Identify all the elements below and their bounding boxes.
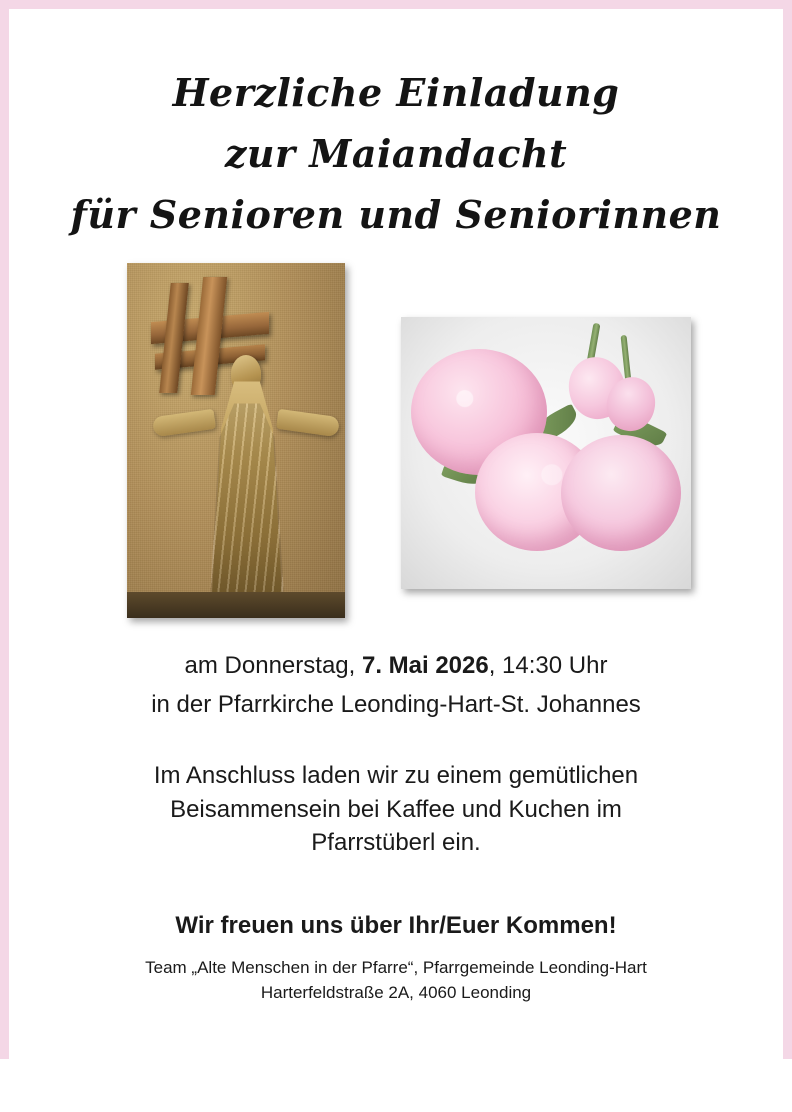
headline-line-2: zur Maiandacht: [224, 130, 568, 176]
organizer-info: [9, 956, 783, 1005]
relief-base: [127, 592, 345, 618]
flyer-headline: [9, 71, 783, 237]
bronze-relief-madonna-with-wooden-cross-image: [127, 263, 345, 618]
flyer-inner: [9, 71, 783, 1112]
organizer-address-line: Harterfeldstraße 2A, 4060 Leonding: [260, 982, 532, 1002]
event-time-suffix: , 14:30 Uhr: [488, 652, 608, 680]
pink-peony-flowers-image: [401, 317, 691, 589]
headline-line-1: Herzliche Einladung: [172, 70, 620, 115]
event-details: [9, 647, 783, 725]
headline-line-3: für Senioren und Seniorinnen: [70, 191, 722, 237]
image-row: [9, 259, 783, 639]
afterwards-line-3: Pfarrstüberl ein.: [311, 829, 481, 857]
peony-bloom: [561, 435, 681, 551]
organizer-team-line: Team „Alte Menschen in der Pfarre“, Pfarrgemeinde Leonding-Hart: [145, 958, 647, 978]
afterwards-text: [9, 759, 783, 860]
flyer-body: [9, 647, 783, 1005]
afterwards-line-2: Beisammensein bei Kaffee und Kuchen im: [170, 795, 622, 823]
afterwards-line-1: Im Anschluss laden wir zu einem gemütlichen: [153, 762, 639, 790]
event-location-line: in der Pfarrkirche Leonding-Hart-St. Johannes: [151, 691, 641, 719]
welcome-line: Wir freuen uns über Ihr/Euer Kommen!: [175, 912, 617, 940]
event-date-emphasis: 7. Mai 2026: [361, 652, 489, 680]
event-date-line: [9, 647, 783, 686]
event-date-prefix: am Donnerstag,: [184, 652, 362, 680]
